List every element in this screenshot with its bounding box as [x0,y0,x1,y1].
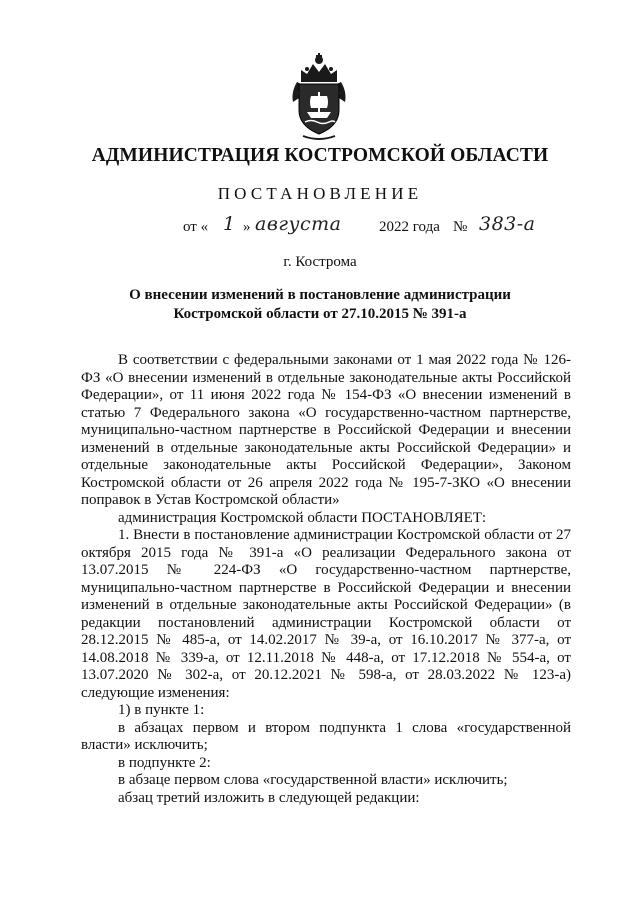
preamble-paragraph: В соответствии с федеральными законами от 1 мая 2022 года № 126-ФЗ «О внесении изменений в отдельные законодательные акты Российской Федерации», от 11 июня 2022 года № 154-ФЗ «О внесении изменений в статью 7 Федерального закона «О государственно-частном партнерстве, муниципально-частном партнерстве в Российской Федерации и внесении изменений в отдельные законодательные акты Российской Федерации» и отдельные законодательные акты Российской Федерации», Законом Костромской области от 26 апреля 2022 года № 195-7-ЗКО «О внесении поправок в Устав Костромской области» [81,352,571,508]
date-number-line [183,213,583,243]
subitem-2-heading: в подпункте 2: [118,754,211,771]
subitem-1-heading: 1) в пункте 1: [118,702,205,718]
item-1-paragraph: 1. Внести в постановление администрации Костромской области от 27 октября 2015 года № 391-а «О реализации Федерального закона от 13.07.2015 № 224-ФЗ «О государственно-частном партнерстве, муниципально-частном партнерстве в Российской Федерации и внесении изменений в отдельные законодательные акты Российской Федерации» (в редакции постановлений администрации Костромской области от 28.12.2015 № 485-а, от 14.02.2017 № 39-а, от 16.10.2017 № 377-а, от 14.08.2018 № 339-а, от 12.11.2018 № 448-а, от 17.12.2018 № 554-а, от 13.07.2020 № 302-а, от 20.12.2021 № 598-а, от 28.03.2022 № 123-а) следующие изменения: [81,527,571,701]
date-month-handwritten: августа [255,213,342,235]
document-type: ПОСТАНОВЛЕНИЕ [217,184,423,203]
document-number-handwritten: 383-а [479,213,536,235]
title-line-1: О внесении изменений в постановление администрации [129,287,511,303]
title-line-2: Костромской области от 27.10.2015 № 391-а [173,306,467,322]
resolve-paragraph: администрация Костромской области ПОСТАНОВЛЯЕТ: [118,509,487,526]
subitem-1-text: в абзацах первом и втором подпункта 1 слова «государственной власти» исключить; [81,719,571,753]
subitem-2-text-1: в абзаце первом слова «государственной власти» исключить; [118,772,508,788]
date-prefix: от « [183,219,209,235]
city-name: г. Кострома [283,254,357,270]
date-year: 2022 года [379,219,440,235]
subitem-2-text-2: абзац третий изложить в следующей редакции: [118,789,420,806]
agency-name: АДМИНИСТРАЦИЯ КОСТРОМСКОЙ ОБЛАСТИ [91,145,549,166]
coat-of-arms-emblem [287,52,351,142]
date-mid: » [243,219,251,235]
document-title [80,286,560,324]
date-day-handwritten: 1 [223,213,236,235]
number-sign: № [453,219,468,235]
document-body [81,352,571,807]
